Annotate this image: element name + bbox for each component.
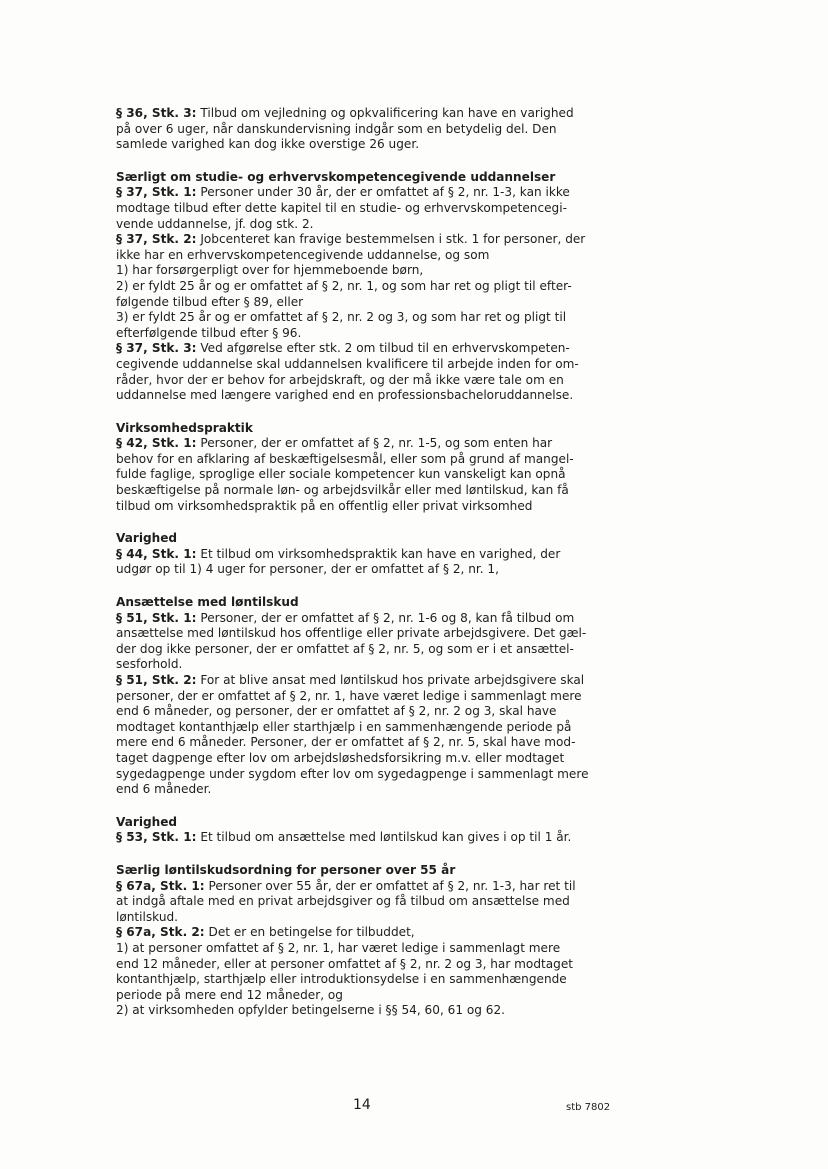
line-text: Et tilbud om ansættelse med løntilskud kan gives i op til 1 år. xyxy=(196,830,572,845)
line-text: Ved afgørelse efter stk. 2 om tilbud til en erhvervskompeten- xyxy=(196,341,570,356)
section-heading: Varighed xyxy=(116,531,178,546)
line-text: 2) er fyldt 25 år og er omfattet af § 2, nr. 1, og som har ret og pligt til efter- xyxy=(116,278,572,293)
line-text: Tilbud om vejledning og opkvalificering kan have en varighed xyxy=(196,106,574,120)
text-line xyxy=(116,263,626,279)
text-line xyxy=(116,310,626,326)
text-line xyxy=(116,925,626,941)
text-line xyxy=(116,295,626,311)
line-text: Personer under 30 år, der er omfattet af § 2, nr. 1-3, kan ikke xyxy=(196,185,570,200)
paragraph-reference: § 37, Stk. 3: xyxy=(116,341,197,356)
line-text: uddannelse med længere varighed end en professionsbacheloruddannelse. xyxy=(116,388,574,403)
text-line xyxy=(116,767,626,783)
paragraph-reference: § 37, Stk. 2: xyxy=(116,232,197,247)
text-line xyxy=(116,972,626,988)
line-text: vende uddannelse, jf. dog stk. 2. xyxy=(116,216,314,231)
text-line xyxy=(116,483,626,499)
line-text: modtage tilbud efter dette kapitel til en studie- og erhvervskompetencegi- xyxy=(116,200,567,215)
section-heading: Særlig løntilskudsordning for personer over 55 år xyxy=(116,862,456,877)
line-text: ikke har en erhvervskompetencegivende uddannelse, og som xyxy=(116,247,490,262)
paragraph-reference: § 67a, Stk. 1: xyxy=(116,878,205,893)
text-line xyxy=(116,782,626,798)
line-text: kontanthjælp, starthjælp eller introduktionsydelse i en sammenhængende xyxy=(116,972,567,987)
line-text: behov for en afklaring af beskæftigelsesmål, eller som på grund af mangel- xyxy=(116,451,574,466)
text-line xyxy=(116,373,626,389)
line-text: For at blive ansat med løntilskud hos private arbejdsgivere skal xyxy=(196,673,585,687)
line-text: 3) er fyldt 25 år og er omfattet af § 2, nr. 2 og 3, og som har ret og pligt til xyxy=(116,310,567,325)
line-text: løntilskud. xyxy=(116,909,179,924)
text-line xyxy=(116,689,626,705)
line-text: Personer, der er omfattet af § 2, nr. 1-6 og 8, kan få tilbud om xyxy=(196,610,575,625)
text-line xyxy=(116,106,626,122)
text-line xyxy=(116,232,626,248)
text-line xyxy=(116,547,626,563)
text-line xyxy=(116,122,626,138)
section-heading: Særligt om studie- og erhvervskompetencegivende uddannelser xyxy=(116,169,556,184)
line-text: Jobcenteret kan fravige bestemmelsen i stk. 1 for personer, der xyxy=(196,232,586,247)
text-line xyxy=(116,326,626,342)
line-text: sygedagpenge under sygdom efter lov om sygedagpenge i sammenlagt mere xyxy=(116,766,589,781)
line-text: at indgå aftale med en privat arbejdsgiver og få tilbud om ansættelse med xyxy=(116,894,570,909)
line-text: 1) at personer omfattet af § 2, nr. 1, har været ledige i sammenlagt mere xyxy=(116,940,561,955)
text-line xyxy=(116,436,626,452)
line-text: følgende tilbud efter § 89, eller xyxy=(116,294,304,309)
line-text: 2) at virksomheden opfylder betingelserne i §§ 54, 60, 61 og 62. xyxy=(116,1003,506,1018)
text-line xyxy=(116,137,626,153)
line-text: periode på mere end 12 måneder, og xyxy=(116,987,343,1002)
paragraph-reference: § 67a, Stk. 2: xyxy=(116,925,205,940)
paragraph-reference: § 37, Stk. 1: xyxy=(116,185,197,200)
paragraph-reference: § 53, Stk. 1: xyxy=(116,830,197,845)
text-line xyxy=(116,642,626,658)
paragraph-reference: § 42, Stk. 1: xyxy=(116,436,197,451)
section-block xyxy=(116,863,626,1019)
section-block xyxy=(116,595,626,798)
line-text: sesforhold. xyxy=(116,657,183,672)
line-text: på over 6 uger, når danskundervisning indgår som en betydelig del. Den xyxy=(116,121,557,136)
text-line xyxy=(116,751,626,767)
line-text: personer, der er omfattet af § 2, nr. 1, have været ledige i sammenlagt mere xyxy=(116,688,582,703)
text-line xyxy=(116,657,626,673)
text-line xyxy=(116,248,626,264)
line-text: mere end 6 måneder. Personer, der er omfattet af § 2, nr. 5, skal have mod- xyxy=(116,735,576,750)
line-text: udgør op til 1) 4 uger for personer, der er omfattet af § 2, nr. 1, xyxy=(116,562,499,577)
page-number: 14 xyxy=(353,1097,371,1113)
paragraph-reference: § 36, Stk. 3: xyxy=(116,106,197,120)
text-line xyxy=(116,879,626,895)
section-heading: Ansættelse med løntilskud xyxy=(116,595,299,610)
text-line xyxy=(116,341,626,357)
section-block xyxy=(116,531,626,578)
text-line xyxy=(116,988,626,1004)
text-line xyxy=(116,704,626,720)
text-line xyxy=(116,388,626,404)
line-text: end 6 måneder, og personer, der er omfattet af § 2, nr. 2 og 3, skal have xyxy=(116,704,557,719)
line-text: Et tilbud om virksomhedspraktik kan have en varighed, der xyxy=(196,546,561,561)
text-line xyxy=(116,735,626,751)
line-text: der dog ikke personer, der er omfattet af § 2, nr. 5, og som er i et ansættel- xyxy=(116,641,574,656)
text-line xyxy=(116,894,626,910)
line-text: råder, hvor der er behov for arbejdskraft, og der må ikke være tale om en xyxy=(116,372,564,387)
paragraph-reference: § 51, Stk. 1: xyxy=(116,610,197,625)
text-line xyxy=(116,830,626,846)
text-line xyxy=(116,673,626,689)
text-line xyxy=(116,499,626,515)
text-line xyxy=(116,910,626,926)
text-line xyxy=(116,957,626,973)
text-line xyxy=(116,941,626,957)
text-line xyxy=(116,357,626,373)
line-text: beskæftigelse på normale løn- og arbejdsvilkår eller med løntilskud, kan få xyxy=(116,483,569,498)
line-text: end 6 måneder. xyxy=(116,782,212,797)
section-heading: Virksomhedspraktik xyxy=(116,420,253,435)
document-code: stb 7802 xyxy=(566,1102,611,1113)
text-line xyxy=(116,279,626,295)
paragraph-reference: § 44, Stk. 1: xyxy=(116,546,197,561)
paragraph-reference: § 51, Stk. 2: xyxy=(116,673,197,687)
section-heading: Varighed xyxy=(116,814,178,829)
line-text: taget dagpenge efter lov om arbejdsløshedsforsikring m.v. eller modtaget xyxy=(116,750,565,765)
line-text: end 12 måneder, eller at personer omfattet af § 2, nr. 2 og 3, har modtaget xyxy=(116,956,574,971)
text-line xyxy=(116,467,626,483)
document-body xyxy=(116,106,626,1019)
text-line xyxy=(116,185,626,201)
section-block xyxy=(116,170,626,404)
section-block xyxy=(116,421,626,515)
line-text: 1) har forsørgerpligt over for hjemmeboende børn, xyxy=(116,263,424,278)
text-line xyxy=(116,217,626,233)
line-text: Det er en betingelse for tilbuddet, xyxy=(204,925,415,940)
line-text: fulde faglige, sproglige eller sociale kompetencer kun vanskeligt kan opnå xyxy=(116,467,566,482)
line-text: Personer, der er omfattet af § 2, nr. 1-5, og som enten har xyxy=(196,436,553,451)
line-text: Personer over 55 år, der er omfattet af § 2, nr. 1-3, har ret til xyxy=(204,878,576,893)
text-line xyxy=(116,1003,626,1019)
line-text: ansættelse med løntilskud hos offentlige eller private arbejdsgivere. Det gæl- xyxy=(116,626,587,641)
section-block xyxy=(116,815,626,846)
text-line xyxy=(116,452,626,468)
text-line xyxy=(116,562,626,578)
line-text: efterfølgende tilbud efter § 96. xyxy=(116,325,302,340)
text-line xyxy=(116,201,626,217)
line-text: samlede varighed kan dog ikke overstige 26 uger. xyxy=(116,137,420,152)
section-block xyxy=(116,106,626,153)
text-line xyxy=(116,626,626,642)
line-text: cegivende uddannelse skal uddannelsen kvalificere til arbejde inden for om- xyxy=(116,356,579,371)
text-line xyxy=(116,611,626,627)
line-text: tilbud om virksomhedspraktik på en offentlig eller privat virksomhed xyxy=(116,498,533,513)
line-text: modtaget kontanthjælp eller starthjælp i en sammenhængende periode på xyxy=(116,719,572,734)
text-line xyxy=(116,720,626,736)
